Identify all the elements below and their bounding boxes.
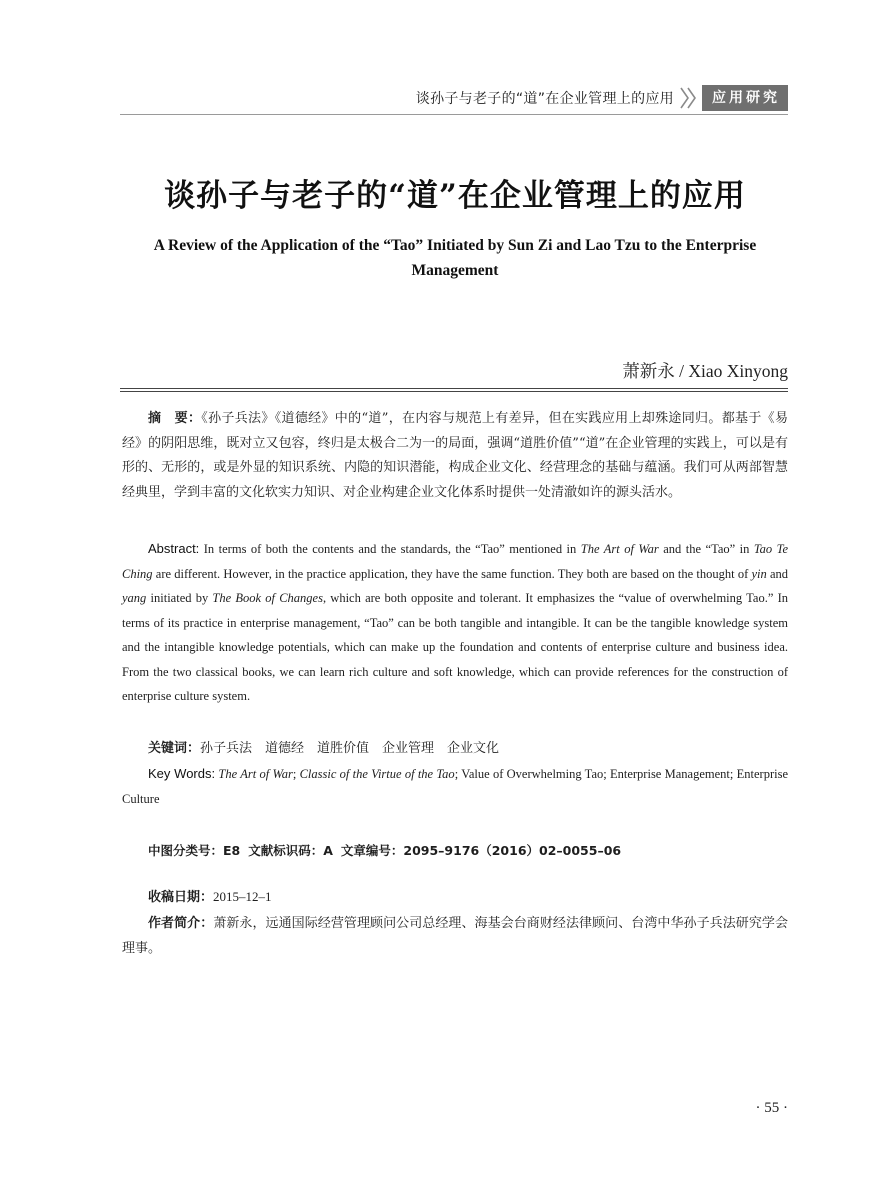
page-number: · 55 · xyxy=(755,1100,788,1116)
abstract-english xyxy=(122,537,788,709)
received-value: 2015–12–1 xyxy=(213,889,272,904)
header-rule xyxy=(120,114,788,115)
author-rule-bottom xyxy=(120,391,788,392)
abstract-chinese xyxy=(122,407,788,505)
abstract-en-text: and the “Tao” in xyxy=(658,542,754,556)
abstract-en-text: are different. However, in the practice application, they have the same function. They both are based on the thought of xyxy=(152,566,752,581)
article-no-label: 文章编号： xyxy=(340,843,404,858)
keywords-en-rest: ; Value of Overwhelming Tao; Enterprise Management; Enterprise Culture xyxy=(122,767,789,806)
doc-code-label: 文献标识码： xyxy=(248,843,324,858)
english-title: A Review of the Application of the “Tao” Initiated by Sun Zi and Lao Tzu to the Enterprise Management xyxy=(153,237,757,279)
abstract-en-text: In terms of both the contents and the standards, the “Tao” mentioned in xyxy=(199,542,581,556)
received-date xyxy=(122,885,788,911)
section-badge: 应用研究 xyxy=(702,85,788,111)
abstract-cn-text: 《孙子兵法》《道德经》中的“道”，在内容与规范上有差异，但在实践应用上却殊途同归。都基于《易经》的阴阳思维，既对立又包容，终归是太极合二为一的局面，强调“道胜价值”“道”在企业管理的实践上，可以是有形的、无形的，或是外显的知识系统、内隐的知识潜能，构成企业文化、经营理念的基础与蕴涵。我们可从两部智慧经典里，学到丰富的文化软实力知识、对企业构建企业文化体系时提供一处清澈如许的源头活水。 xyxy=(122,411,788,500)
bio-label: 作者简介： xyxy=(148,916,214,931)
abstract-en-text: initiated by xyxy=(146,591,213,605)
book-title: The Book of Changes xyxy=(212,591,323,605)
clc-value: E8 xyxy=(223,843,241,858)
book-title: Tao Te Ching xyxy=(122,542,788,581)
classification-line xyxy=(122,840,788,862)
keyword-separator: ; xyxy=(292,767,300,781)
double-chevron-icon xyxy=(678,85,700,111)
abstract-en-text: and xyxy=(766,566,788,581)
keywords-cn-label: 关键词： xyxy=(148,741,201,756)
author-bio xyxy=(122,912,788,961)
keywords-en-label: Key Words: xyxy=(148,766,216,781)
book-title: The Art of War xyxy=(580,542,659,556)
bio-text: 萧新永，远通国际经营管理顾问公司总经理、海基会台商财经法律顾问、台湾中华孙子兵法研究学会理事。 xyxy=(122,916,788,956)
keywords-english xyxy=(122,762,788,811)
abstract-cn-label: 摘 要： xyxy=(148,411,202,426)
keywords-chinese xyxy=(122,737,788,762)
running-title: 谈孙子与老子的“道”在企业管理上的应用 xyxy=(415,91,674,107)
running-header xyxy=(120,83,788,113)
keyword: The Art of War xyxy=(218,767,293,781)
author-byline: 萧新永 / Xiao Xinyong xyxy=(622,361,788,381)
term-yin: yin xyxy=(751,566,767,581)
abstract-en-label: Abstract: xyxy=(148,541,200,556)
term-yang: yang xyxy=(122,591,147,605)
doc-code-value: A xyxy=(323,843,333,858)
chinese-title: 谈孙子与老子的“道”在企业管理上的应用 xyxy=(164,178,746,214)
abstract-en-text: , which are both opposite and tolerant. It emphasizes the “value of overwhelming Tao.” In terms of its practice in enterprise management, “Tao” can be both tangible and intangible. It can be the tangible knowledge system and the intangible knowledge potentials, which can make up the foundation and contents of enterprise culture and business idea. From the two classical books, we can learn rich culture and soft knowledge, which can provide references for the construction of enterprise culture system. xyxy=(122,591,788,703)
keywords-cn-text: 孙子兵法 道德经 道胜价值 企业管理 企业文化 xyxy=(200,741,500,756)
author-rule-top xyxy=(120,388,788,389)
clc-label: 中图分类号： xyxy=(148,843,224,858)
received-label: 收稿日期： xyxy=(148,890,214,905)
keyword: Classic of the Virtue of the Tao xyxy=(299,767,455,781)
article-no-value: 2095–9176（2016）02–0055–06 xyxy=(403,843,622,858)
